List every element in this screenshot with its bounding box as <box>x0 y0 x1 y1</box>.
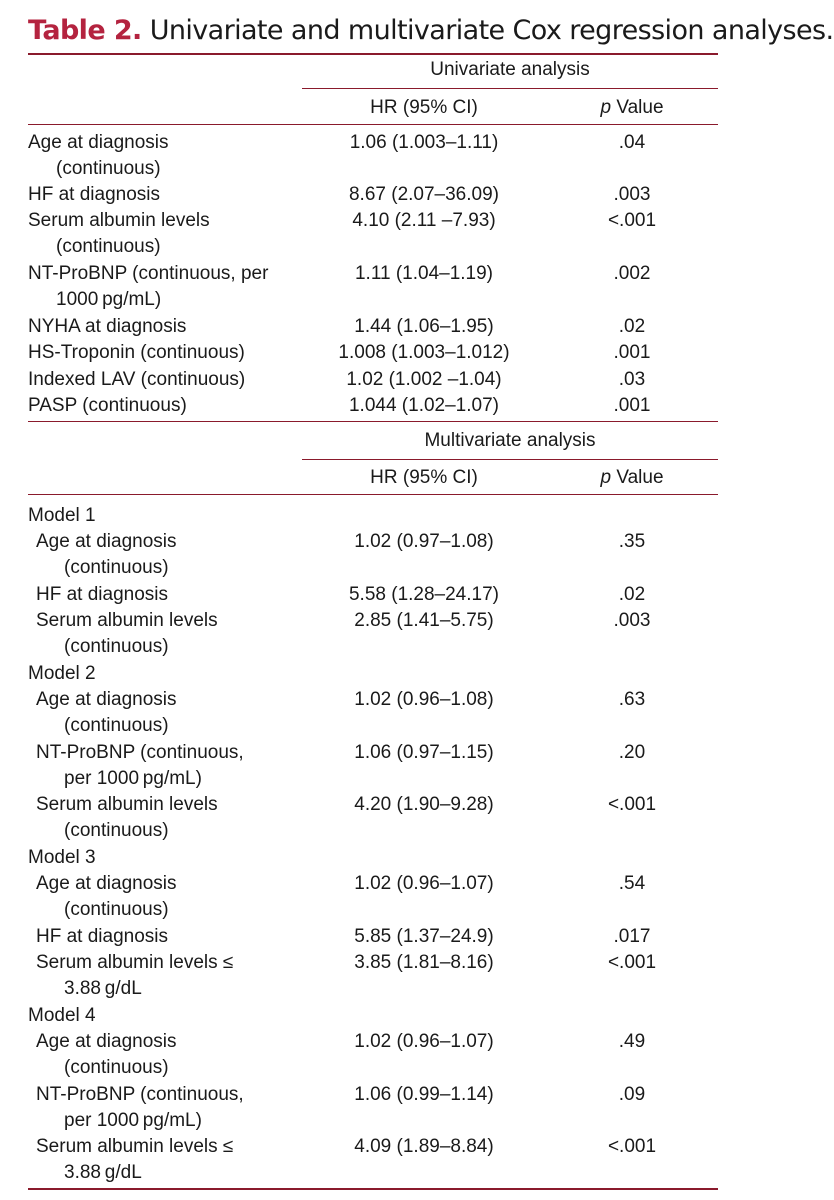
p-cell: .02 <box>618 584 646 605</box>
variable-cell: Serum albumin levels ≤ 3.88 g/dL <box>36 952 234 999</box>
table-bottom-rule <box>28 1188 718 1190</box>
variable-cell: HF at diagnosis <box>36 584 169 605</box>
variable-cell: Serum albumin levels ≤ 3.88 g/dL <box>36 1136 234 1183</box>
hr-cell: 1.06 (0.97–1.15) <box>354 742 494 763</box>
univariate-end-rule <box>28 421 718 422</box>
multivariate-subrule <box>302 459 718 460</box>
univariate-heading: Univariate analysis <box>430 59 590 80</box>
hr-cell: 1.44 (1.06–1.95) <box>354 316 494 337</box>
p-cell: <.001 <box>607 952 657 973</box>
p-cell: <.001 <box>607 1136 657 1157</box>
model-label: Model 3 <box>28 847 96 868</box>
p-cell: .04 <box>618 132 646 153</box>
univariate-p-header <box>546 96 718 120</box>
p-cell: .02 <box>618 316 646 337</box>
hr-cell: 3.85 (1.81–8.16) <box>354 952 494 973</box>
table-caption: Univariate and multivariate Cox regression analyses. <box>149 15 834 46</box>
multivariate-header-rule <box>28 494 718 495</box>
p-rest: Value <box>611 467 664 488</box>
p-rest: Value <box>611 97 664 118</box>
hr-cell: 4.20 (1.90–9.28) <box>354 794 494 815</box>
variable-cell: Age at diagnosis (continuous) <box>36 1031 177 1078</box>
univariate-subrule <box>302 88 718 89</box>
variable-cell: Serum albumin levels (continuous) <box>28 210 210 257</box>
hr-cell: 1.06 (0.99–1.14) <box>354 1084 494 1105</box>
hr-cell: 4.10 (2.11 –7.93) <box>352 210 496 231</box>
p-cell: .54 <box>618 873 646 894</box>
p-cell: .63 <box>618 689 646 710</box>
variable-cell: Age at diagnosis (continuous) <box>36 689 177 736</box>
variable-cell: NT-ProBNP (continuous, per 1000 pg/mL) <box>28 263 269 310</box>
p-cell: <.001 <box>607 210 657 231</box>
p-cell: .09 <box>618 1084 646 1105</box>
hr-cell: 1.06 (1.003–1.11) <box>349 132 499 153</box>
model-label: Model 4 <box>28 1005 96 1026</box>
hr-cell: 1.02 (0.96–1.08) <box>354 689 494 710</box>
table-label: Table 2. <box>28 15 142 46</box>
univariate-hr-header: HR (95% CI) <box>370 97 478 118</box>
hr-cell: 5.58 (1.28–24.17) <box>348 584 499 605</box>
variable-cell: Indexed LAV (continuous) <box>28 369 246 390</box>
hr-cell: 1.044 (1.02–1.07) <box>348 395 499 416</box>
hr-cell: 1.02 (0.96–1.07) <box>354 1031 494 1052</box>
variable-cell: HF at diagnosis <box>36 926 169 947</box>
p-italic: p <box>600 97 612 118</box>
variable-cell: NT-ProBNP (continuous, per 1000 pg/mL) <box>36 742 244 789</box>
variable-cell: Serum albumin levels (continuous) <box>36 610 218 657</box>
variable-cell: Serum albumin levels (continuous) <box>36 794 218 841</box>
multivariate-p-header <box>546 466 718 490</box>
p-cell: .002 <box>613 263 651 284</box>
hr-cell: 1.02 (0.97–1.08) <box>354 531 494 552</box>
model-label: Model 1 <box>28 505 96 526</box>
variable-cell: NYHA at diagnosis <box>28 316 187 337</box>
hr-cell: 1.11 (1.04–1.19) <box>354 263 494 284</box>
hr-cell: 5.85 (1.37–24.9) <box>354 926 494 947</box>
table-title <box>28 14 834 48</box>
hr-cell: 1.02 (1.002 –1.04) <box>346 369 502 390</box>
multivariate-hr-header: HR (95% CI) <box>370 467 478 488</box>
hr-cell: 1.008 (1.003–1.012) <box>338 342 510 363</box>
model-label: Model 2 <box>28 663 96 684</box>
p-cell: .001 <box>613 342 651 363</box>
hr-cell: 8.67 (2.07–36.09) <box>348 184 499 205</box>
hr-cell: 1.02 (0.96–1.07) <box>354 873 494 894</box>
multivariate-heading: Multivariate analysis <box>424 430 596 451</box>
variable-cell: Age at diagnosis (continuous) <box>36 531 177 578</box>
p-cell: .49 <box>618 1031 646 1052</box>
p-cell: .003 <box>613 184 651 205</box>
variable-cell: Age at diagnosis (continuous) <box>28 132 169 179</box>
variable-cell: Age at diagnosis (continuous) <box>36 873 177 920</box>
title-rule <box>28 53 718 55</box>
p-cell: <.001 <box>607 794 657 815</box>
variable-cell: HS-Troponin (continuous) <box>28 342 245 363</box>
univariate-header-rule <box>28 124 718 125</box>
p-cell: .03 <box>618 369 646 390</box>
p-cell: .017 <box>613 926 651 947</box>
p-italic: p <box>600 467 612 488</box>
p-cell: .35 <box>618 531 646 552</box>
variable-cell: PASP (continuous) <box>28 395 187 416</box>
hr-cell: 4.09 (1.89–8.84) <box>354 1136 494 1157</box>
p-cell: .001 <box>613 395 651 416</box>
p-cell: .20 <box>618 742 646 763</box>
p-cell: .003 <box>613 610 651 631</box>
variable-cell: NT-ProBNP (continuous, per 1000 pg/mL) <box>36 1084 244 1131</box>
hr-cell: 2.85 (1.41–5.75) <box>354 610 494 631</box>
variable-cell: HF at diagnosis <box>28 184 161 205</box>
